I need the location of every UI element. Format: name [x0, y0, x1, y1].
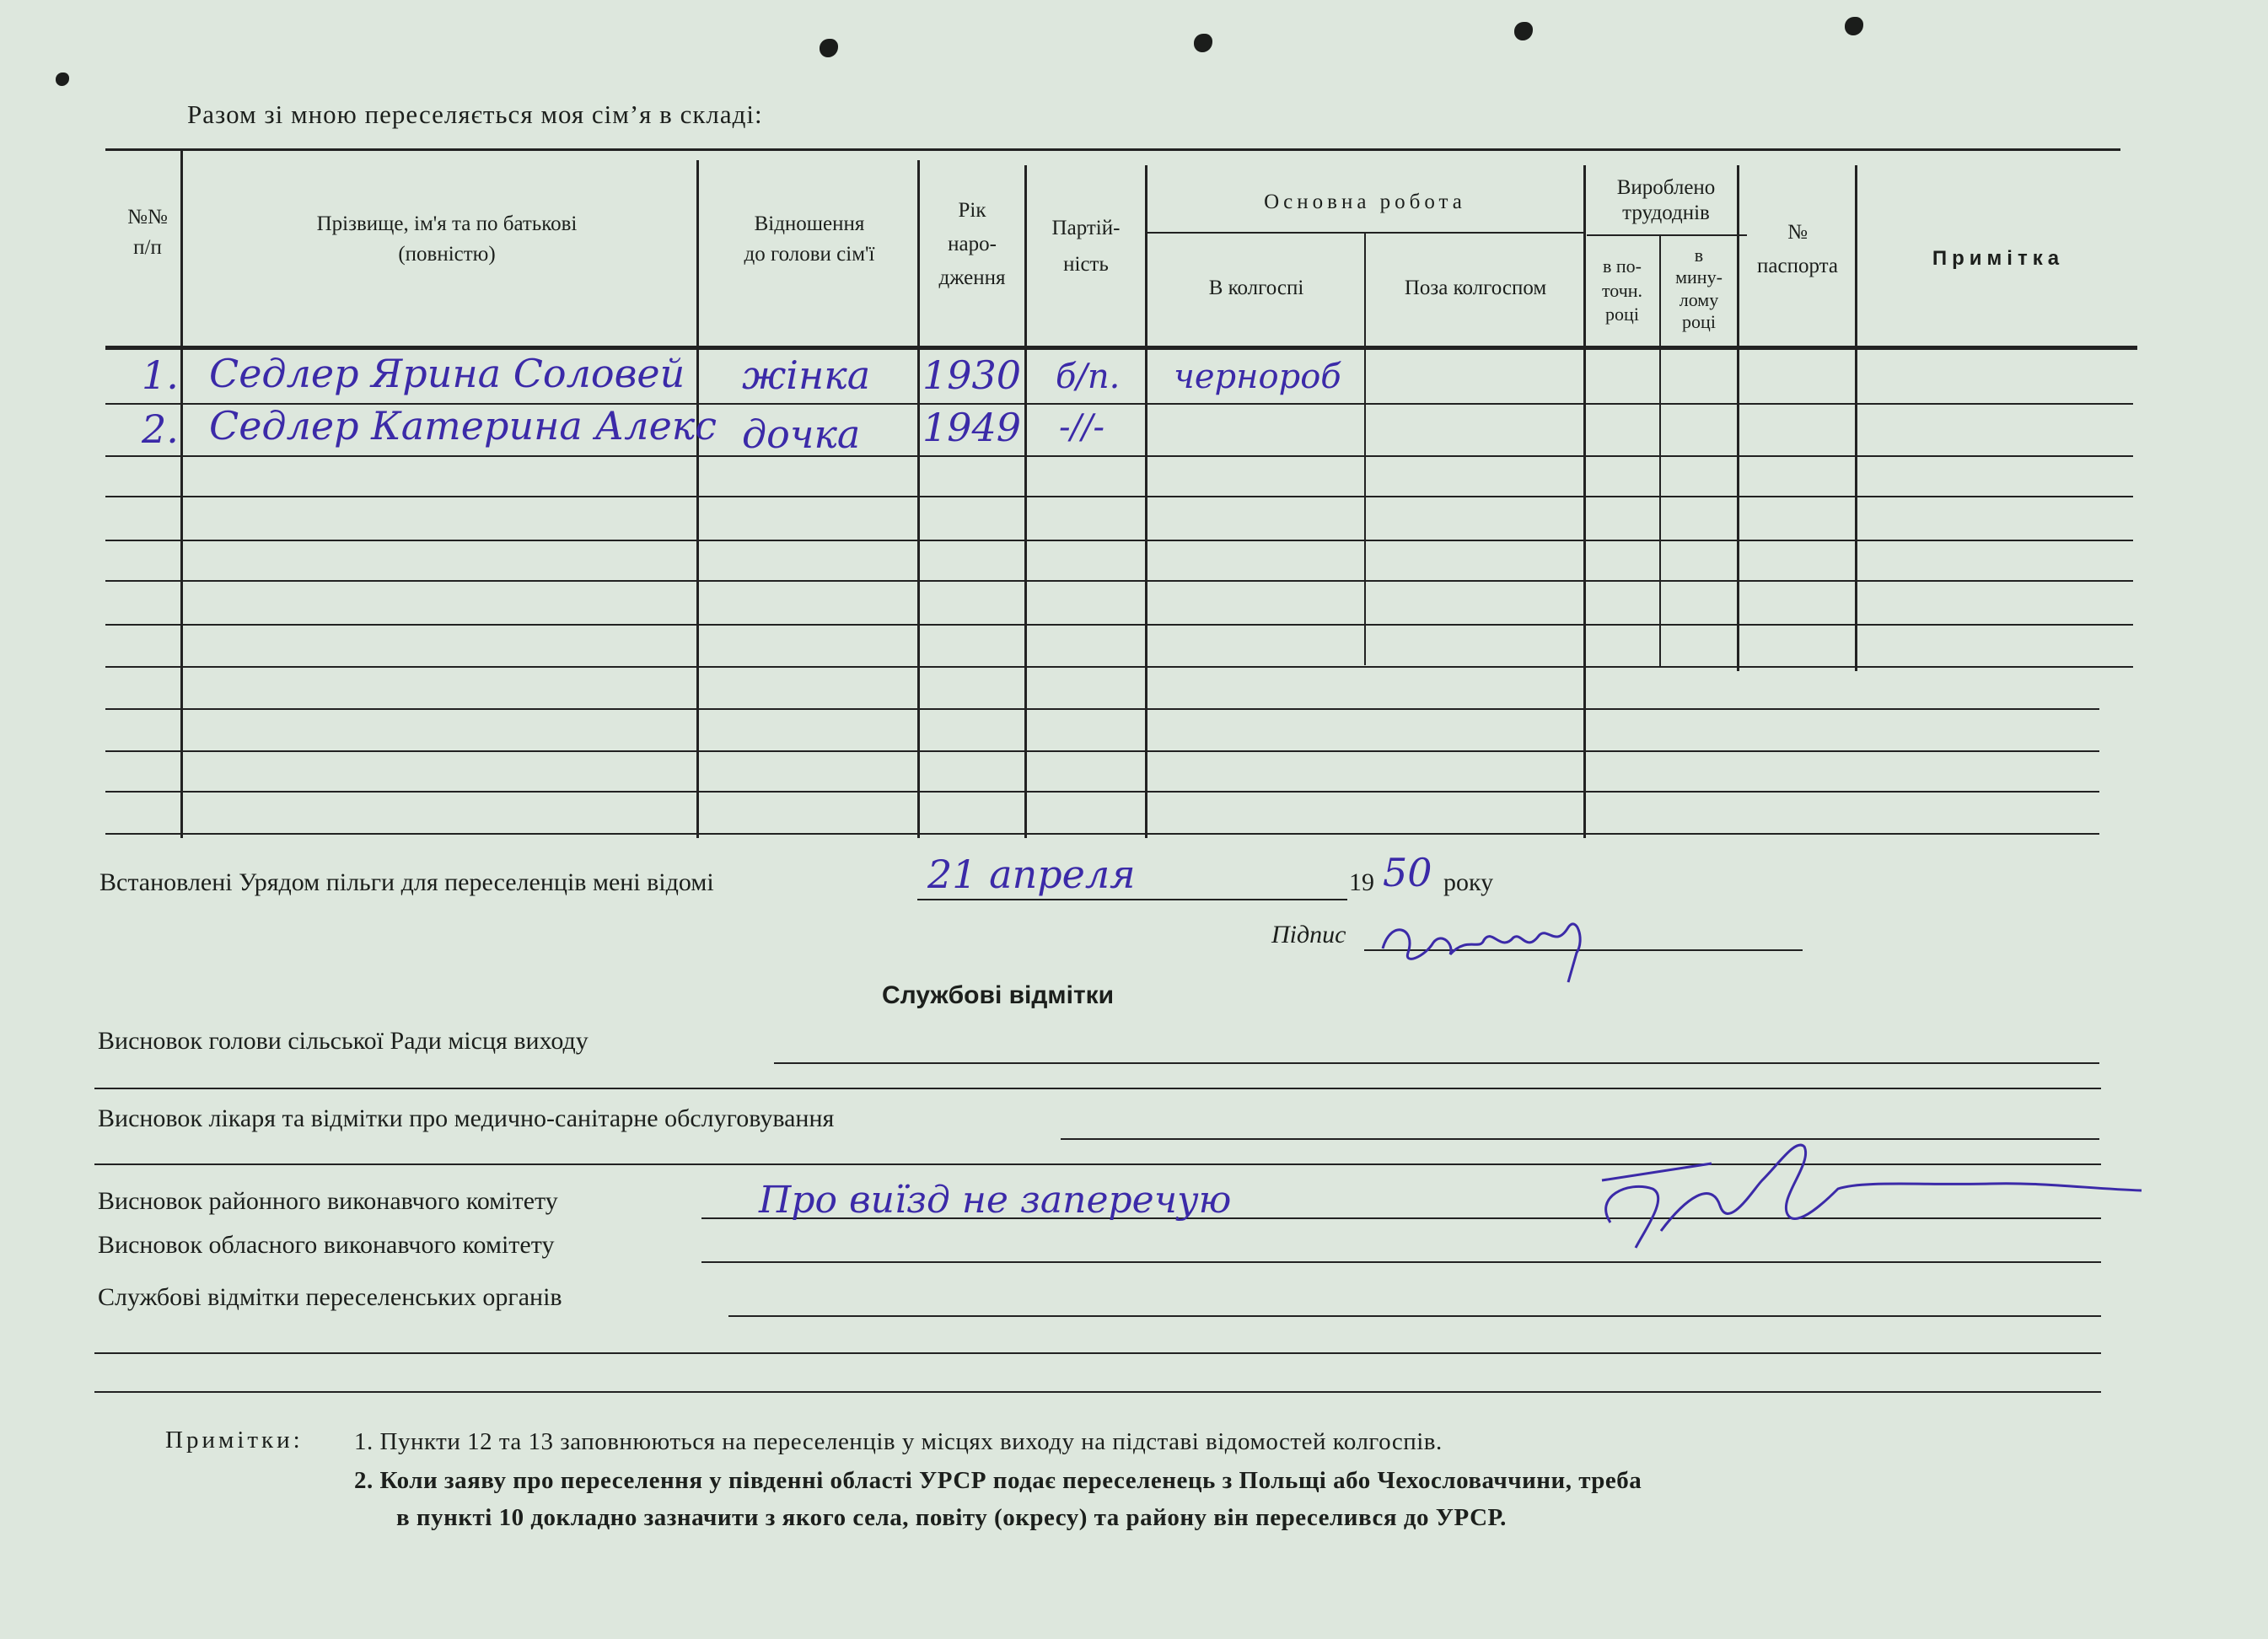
service-line-3: Висновок районного виконавчого комітету	[98, 1187, 558, 1215]
table-row-line	[105, 791, 2099, 793]
table-row-line	[105, 750, 2099, 752]
row-2-relation: дочка	[742, 411, 861, 457]
punch-hole	[1845, 17, 1863, 35]
row-2-party: -//-	[1059, 408, 1104, 447]
service-line-5: Службові відмітки переселенських органів	[98, 1283, 562, 1311]
district-signature	[1585, 1130, 2158, 1277]
header-current-year: в по- точн. році	[1601, 255, 1643, 325]
benefits-year-suffix: 50	[1383, 850, 1432, 895]
notes-label: Примітки:	[165, 1427, 304, 1454]
table-row-line	[105, 496, 2133, 497]
note-1: 1. Пункти 12 та 13 заповнюються на переселенців у місцях виходу на підставі відомостей колгоспів.	[354, 1428, 1443, 1455]
service-title: Службові відмітки	[882, 981, 1115, 1009]
row-1-party: б/п.	[1056, 357, 1121, 396]
table-row-line	[105, 455, 2133, 457]
applicant-signature	[1374, 902, 1610, 991]
header-main-work: Основна робота	[1264, 191, 1466, 213]
header-note: Примітка	[1932, 247, 2065, 270]
table-row-line	[105, 708, 2099, 710]
header-name: Прізвище, ім'я та по батькові (повністю)	[316, 212, 578, 266]
row-2-num: 2.	[142, 406, 179, 452]
header-in-kolkhoz: В колгоспі	[1208, 277, 1304, 299]
benefits-date: 21 апреля	[927, 852, 1136, 897]
header-num: №№ п/п	[127, 206, 168, 260]
benefits-text: Встановлені Урядом пільги для переселенців мені відомі	[99, 868, 714, 896]
row-1-year: 1930	[922, 352, 1022, 398]
table-row-line	[105, 666, 2133, 668]
table-row-line	[105, 833, 2099, 835]
row-1-work: чернороб	[1174, 357, 1341, 396]
benefits-year-prefix: 19	[1349, 868, 1374, 896]
note-2: 2. Коли заяву про переселення у південні області УРСР подає переселенець з Польщі або Чехословаччини, треба	[354, 1467, 1642, 1494]
note-3: в пункті 10 докладно зазначити з якого села, повіту (окресу) та району він переселився до УРСР.	[396, 1504, 1507, 1531]
punch-hole	[1194, 34, 1212, 52]
family-intro-text: Разом зі мною переселяється моя сім’я в складі:	[187, 99, 763, 129]
row-2-name: Седлер Катерина Алекс	[209, 403, 717, 449]
row-2-year: 1949	[922, 405, 1022, 450]
row-1-name: Седлер Ярина Соловей	[209, 351, 685, 396]
table-row-line	[105, 624, 2133, 626]
district-conclusion: Про виїзд не заперечую	[759, 1179, 1232, 1222]
header-birth-year: Рік наро- дження	[938, 199, 1006, 289]
row-1-relation: жінка	[742, 352, 871, 398]
service-line-2: Висновок лікаря та відмітки про медично-санітарне обслуговування	[98, 1104, 835, 1132]
punch-hole	[56, 73, 69, 86]
table-row-line	[105, 580, 2133, 582]
punch-hole	[820, 39, 838, 57]
benefits-year-word: року	[1443, 868, 1494, 896]
header-last-year: в мину- лому році	[1675, 245, 1722, 333]
service-line-1: Висновок голови сільської Ради місця виходу	[98, 1027, 588, 1055]
sign-label: Підпис	[1271, 921, 1346, 948]
table-row-line	[105, 540, 2133, 541]
header-workdays: Вироблено трудоднів	[1616, 176, 1716, 224]
header-passport: № паспорта	[1757, 221, 1838, 277]
row-1-num: 1.	[142, 352, 179, 398]
punch-hole	[1514, 22, 1533, 40]
header-relation: Відношення до голови сім'ї	[744, 212, 875, 266]
service-line-4: Висновок обласного виконавчого комітету	[98, 1231, 555, 1259]
header-outside-kolkhoz: Поза колгоспом	[1404, 277, 1547, 299]
header-party: Партій- ність	[1051, 217, 1121, 276]
